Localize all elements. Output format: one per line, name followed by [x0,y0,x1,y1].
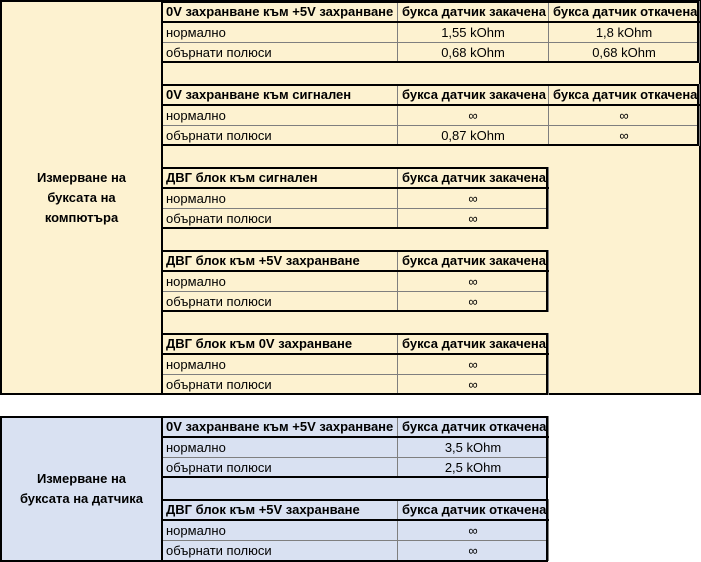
value-cell: 0,87 kOhm [398,126,549,146]
table-row [162,22,700,43]
header-cell: 0V захранване към сигнален [162,85,398,106]
header-cell: ДВГ блок към +5V захранване [162,500,398,521]
table-row [162,541,549,561]
row-label: обърнати полюси [162,209,398,229]
row-label: обърнати полюси [162,458,398,478]
row-label: нормално [162,271,398,292]
header-cell: букса датчик закачена [398,2,549,23]
table-0v-to-5v [161,1,700,63]
header-cell: 0V захранване към +5V захранване [162,2,398,23]
header-cell: букса датчик откачена [549,2,700,23]
header-cell: букса датчик закачена [398,168,549,189]
row-label: нормално [162,22,398,43]
table-sensor-0v-to-5v [161,416,549,478]
value-cell: ∞ [398,292,549,312]
header-cell: букса датчик закачена [398,251,549,272]
computer-section-label [0,0,163,395]
value-cell: ∞ [398,541,549,561]
row-label: нормално [162,354,398,375]
table-row [162,188,549,209]
sensor-section-label [0,416,163,562]
header-cell: ДВГ блок към 0V захранване [162,334,398,355]
table-row [162,43,700,63]
value-cell: 0,68 kOhm [398,43,549,63]
table-block-to-signal [161,167,549,229]
table-row [162,105,700,126]
sensor-section-label-text: Измерване на буксата на датчика [19,471,144,506]
header-cell: букса датчик откачена [398,417,549,438]
table-row [162,437,549,458]
value-cell: 2,5 kOhm [398,458,549,478]
table-header-row [162,2,700,23]
value-cell: 1,55 kOhm [398,22,549,43]
row-label: обърнати полюси [162,375,398,395]
table-row [162,126,700,146]
table-header-row [162,417,549,438]
value-cell: ∞ [398,105,549,126]
value-cell: ∞ [398,354,549,375]
value-cell: 3,5 kOhm [398,437,549,458]
value-cell: ∞ [398,520,549,541]
header-cell: букса датчик закачена [398,334,549,355]
value-cell: ∞ [398,209,549,229]
row-label: нормално [162,520,398,541]
table-sensor-block-to-5v [161,499,549,561]
value-cell: ∞ [398,375,549,395]
value-cell: 0,68 kOhm [549,43,700,63]
header-cell: ДВГ блок към сигнален [162,168,398,189]
table-header-row [162,85,700,106]
table-header-row [162,251,549,272]
table-header-row [162,500,549,521]
header-cell: букса датчик закачена [398,85,549,106]
header-cell: букса датчик откачена [549,85,700,106]
row-label: нормално [162,437,398,458]
row-label: обърнати полюси [162,541,398,561]
row-label: нормално [162,188,398,209]
value-cell: ∞ [398,271,549,292]
table-row [162,354,549,375]
table-block-to-5v [161,250,549,312]
header-cell: букса датчик откачена [398,500,549,521]
row-label: обърнати полюси [162,292,398,312]
table-row [162,271,549,292]
value-cell: 1,8 kOhm [549,22,700,43]
computer-section-label-text: Измерване на буксата на компютъра [36,169,127,225]
row-label: обърнати полюси [162,43,398,63]
table-row [162,209,549,229]
table-block-to-0v [161,333,549,395]
table-row [162,520,549,541]
table-row [162,292,549,312]
value-cell: ∞ [549,126,700,146]
value-cell: ∞ [549,105,700,126]
header-cell: 0V захранване към +5V захранване [162,417,398,438]
table-row [162,375,549,395]
row-label: обърнати полюси [162,126,398,146]
table-0v-to-signal [161,84,700,146]
table-header-row [162,168,549,189]
table-header-row [162,334,549,355]
table-row [162,458,549,478]
value-cell: ∞ [398,188,549,209]
header-cell: ДВГ блок към +5V захранване [162,251,398,272]
row-label: нормално [162,105,398,126]
